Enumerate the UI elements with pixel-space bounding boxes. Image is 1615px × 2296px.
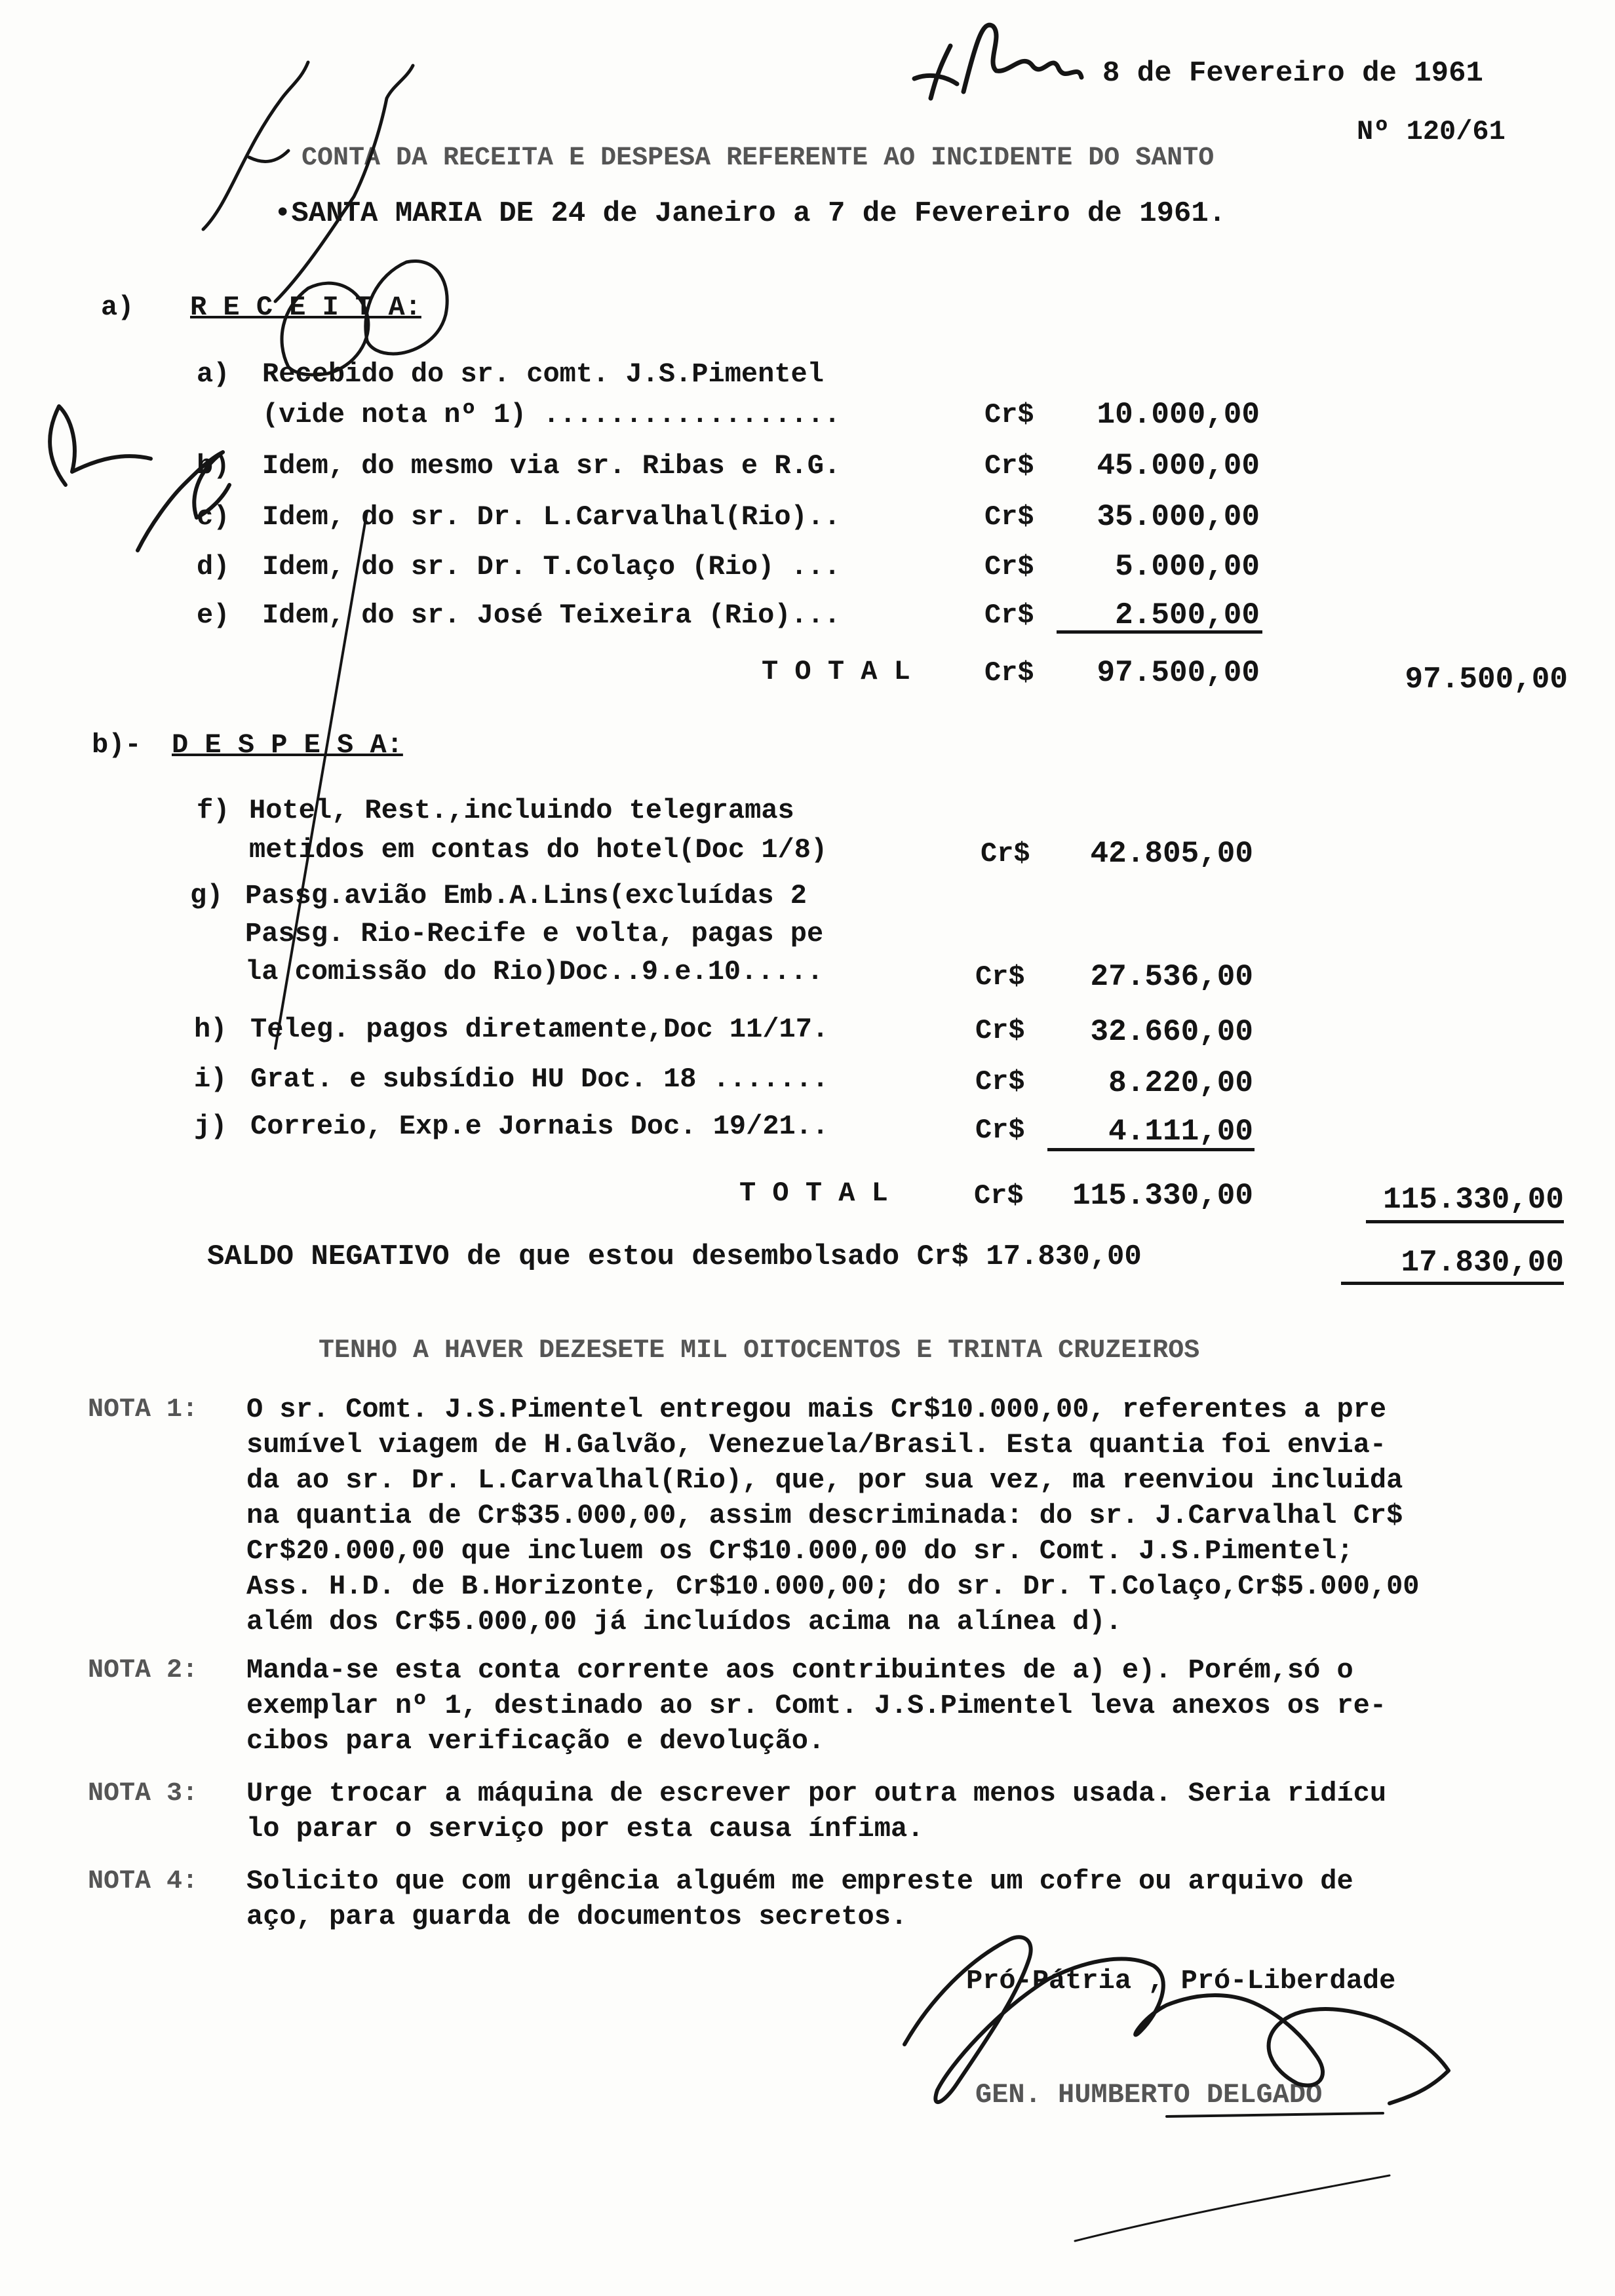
receita-label: a) <box>101 292 134 323</box>
saldo-column-total: 17.830,00 <box>1401 1246 1564 1280</box>
left-margin-bracket <box>50 406 151 485</box>
receita-item-a-text-2: (vide nota nº 1) .................. <box>262 399 841 430</box>
despesa-item-g-amount: 27.536,00 <box>1090 960 1253 994</box>
receita-item-c-amount: 35.000,00 <box>1097 500 1260 534</box>
signature-underline <box>1167 2113 1383 2116</box>
closing-motto: Pró-Pátria , Pró-Liberdade <box>966 1965 1396 1997</box>
receita-item-b-text: Idem, do mesmo via sr. Ribas e R.G. <box>262 450 841 482</box>
margin-scribble-2 <box>275 66 413 301</box>
margin-scribble-1 <box>203 62 308 229</box>
receita-item-d-currency: Cr$ <box>984 551 1034 583</box>
nota-3-label: NOTA 3: <box>88 1779 199 1808</box>
handwritten-initials-top <box>914 25 1081 98</box>
receita-item-c-text: Idem, do sr. Dr. L.Carvalhal(Rio).. <box>262 501 841 533</box>
nota-1-line-2: sumível viagem de H.Galvão, Venezuela/Brasil. Esta quantia foi envia- <box>246 1429 1387 1461</box>
nota-2-line-2: exemplar nº 1, destinado ao sr. Comt. J.S.Pimentel leva anexos os re- <box>246 1690 1387 1721</box>
nota-1-line-7: além dos Cr$5.000,00 já incluídos acima na alínea d). <box>246 1606 1122 1637</box>
despesa-column-total: 115.330,00 <box>1382 1183 1564 1217</box>
receita-item-c-currency: Cr$ <box>984 501 1034 533</box>
document-number: Nº 120/61 <box>1357 116 1506 147</box>
despesa-item-g-text: Passg.avião Emb.A.Lins(excluídas 2 <box>245 880 807 911</box>
receita-item-b-currency: Cr$ <box>984 450 1034 482</box>
signature-flourish <box>1075 2175 1390 2241</box>
receita-item-e-letter: e) <box>197 600 230 631</box>
left-margin-squiggle <box>138 452 229 550</box>
receita-total-currency: Cr$ <box>984 657 1034 689</box>
despesa-item-j-currency: Cr$ <box>975 1115 1025 1146</box>
despesa-item-g-letter: g) <box>190 880 224 911</box>
receita-item-d-amount: 5.000,00 <box>1115 550 1260 584</box>
nota-1-line-5: Cr$20.000,00 que incluem os Cr$10.000,00 do sr. Comt. J.S.Pimentel; <box>246 1535 1353 1567</box>
receita-item-a-text: Recebido do sr. comt. J.S.Pimentel <box>262 358 824 390</box>
receita-item-b-amount: 45.000,00 <box>1097 449 1260 483</box>
despesa-item-i-amount: 8.220,00 <box>1108 1066 1253 1100</box>
receita-total-label: T O T A L <box>762 656 910 687</box>
receita-item-d-text: Idem, do sr. Dr. T.Colaço (Rio) ... <box>262 551 841 583</box>
nota-4-label: NOTA 4: <box>88 1867 199 1896</box>
receita-item-d-letter: d) <box>197 551 230 583</box>
despesa-item-i-letter: i) <box>194 1063 227 1095</box>
despesa-item-f-amount: 42.805,00 <box>1090 837 1253 871</box>
despesa-heading: D E S P E S A: <box>172 729 403 761</box>
despesa-item-g-text-2: Passg. Rio-Recife e volta, pagas pe <box>245 918 824 949</box>
nota-1-line-3: da ao sr. Dr. L.Carvalhal(Rio), que, por sua vez, ma reenviou incluida <box>246 1464 1403 1496</box>
nota-1-label: NOTA 1: <box>88 1395 199 1425</box>
despesa-item-h-text: Teleg. pagos diretamente,Doc 11/17. <box>250 1014 829 1045</box>
saldo-line: SALDO NEGATIVO de que estou desembolsado Cr$ 17.830,00 <box>207 1240 1142 1273</box>
despesa-item-g-text-3: la comissão do Rio)Doc..9.e.10..... <box>245 956 824 987</box>
title-line-2: •SANTA MARIA DE 24 de Janeiro a 7 de Fevereiro de 1961. <box>274 197 1226 230</box>
receita-item-e-text: Idem, do sr. José Teixeira (Rio)... <box>262 600 841 631</box>
despesa-item-j-amount: 4.111,00 <box>1108 1115 1253 1149</box>
receita-item-e-currency: Cr$ <box>984 600 1034 631</box>
receita-item-a-amount: 10.000,00 <box>1097 398 1260 432</box>
nota-4-line-2: aço, para guarda de documentos secretos. <box>246 1901 908 1932</box>
despesa-item-f-text-2: metidos em contas do hotel(Doc 1/8) <box>249 834 828 866</box>
despesa-item-f-currency: Cr$ <box>981 838 1030 870</box>
despesa-item-i-currency: Cr$ <box>975 1066 1025 1098</box>
nota-3-line-1: Urge trocar a máquina de escrever por outra menos usada. Seria ridícu <box>246 1778 1387 1809</box>
despesa-item-f-letter: f) <box>197 795 230 826</box>
despesa-label: b)- <box>92 729 142 761</box>
signature-humberto-delgado <box>905 1937 1449 2103</box>
despesa-item-f-text: Hotel, Rest.,incluindo telegramas <box>249 795 794 826</box>
closing-signatory: GEN. HUMBERTO DELGADO <box>975 2079 1323 2111</box>
receita-item-a-currency: Cr$ <box>984 399 1034 430</box>
despesa-item-h-amount: 32.660,00 <box>1090 1015 1253 1049</box>
despesa-total-label: T O T A L <box>739 1177 888 1209</box>
receita-heading: R E C E I T A: <box>190 292 421 323</box>
circled-mark-2 <box>366 261 447 354</box>
nota-2-line-1: Manda-se esta conta corrente aos contribuintes de a) e). Porém,só o <box>246 1655 1353 1686</box>
despesa-item-i-text: Grat. e subsídio HU Doc. 18 ....... <box>250 1063 829 1095</box>
diagonal-stroke <box>275 511 367 1048</box>
despesa-item-j-letter: j) <box>194 1111 227 1142</box>
receita-total-amount: 97.500,00 <box>1097 656 1260 690</box>
despesa-item-g-currency: Cr$ <box>975 961 1025 993</box>
despesa-total-currency: Cr$ <box>974 1180 1024 1212</box>
receita-item-c-letter: c) <box>197 501 230 533</box>
nota-4-line-1: Solicito que com urgência alguém me empreste um cofre ou arquivo de <box>246 1866 1353 1897</box>
despesa-item-h-currency: Cr$ <box>975 1015 1025 1046</box>
nota-2-line-3: cibos para verificação e devolução. <box>246 1725 825 1757</box>
receita-item-b-letter: b) <box>197 450 230 482</box>
nota-3-line-2: lo parar o serviço por esta causa ínfima. <box>246 1813 924 1845</box>
title-line-1: CONTA DA RECEITA E DESPESA REFERENTE AO INCIDENTE DO SANTO <box>302 144 1215 173</box>
despesa-total-amount: 115.330,00 <box>1072 1179 1253 1213</box>
nota-1-line-6: Ass. H.D. de B.Horizonte, Cr$10.000,00; do sr. Dr. T.Colaço,Cr$5.000,00 <box>246 1571 1420 1602</box>
nota-2-label: NOTA 2: <box>88 1656 199 1685</box>
nota-1-line-4: na quantia de Cr$35.000,00, assim descriminada: do sr. J.Carvalhal Cr$ <box>246 1500 1403 1531</box>
circled-mark-1 <box>282 283 368 375</box>
receita-item-e-amount: 2.500,00 <box>1115 598 1260 632</box>
receita-column-total: 97.500,00 <box>1405 662 1568 697</box>
despesa-item-j-text: Correio, Exp.e Jornais Doc. 19/21.. <box>250 1111 829 1142</box>
date-line: 8 de Fevereiro de 1961 <box>1102 57 1483 90</box>
despesa-item-h-letter: h) <box>194 1014 227 1045</box>
receita-item-a-letter: a) <box>197 358 230 390</box>
tenho-a-haver-line: TENHO A HAVER DEZESETE MIL OITOCENTOS E TRINTA CRUZEIROS <box>319 1336 1200 1366</box>
nota-1-line-1: O sr. Comt. J.S.Pimentel entregou mais Cr$10.000,00, referentes a pre <box>246 1394 1387 1425</box>
